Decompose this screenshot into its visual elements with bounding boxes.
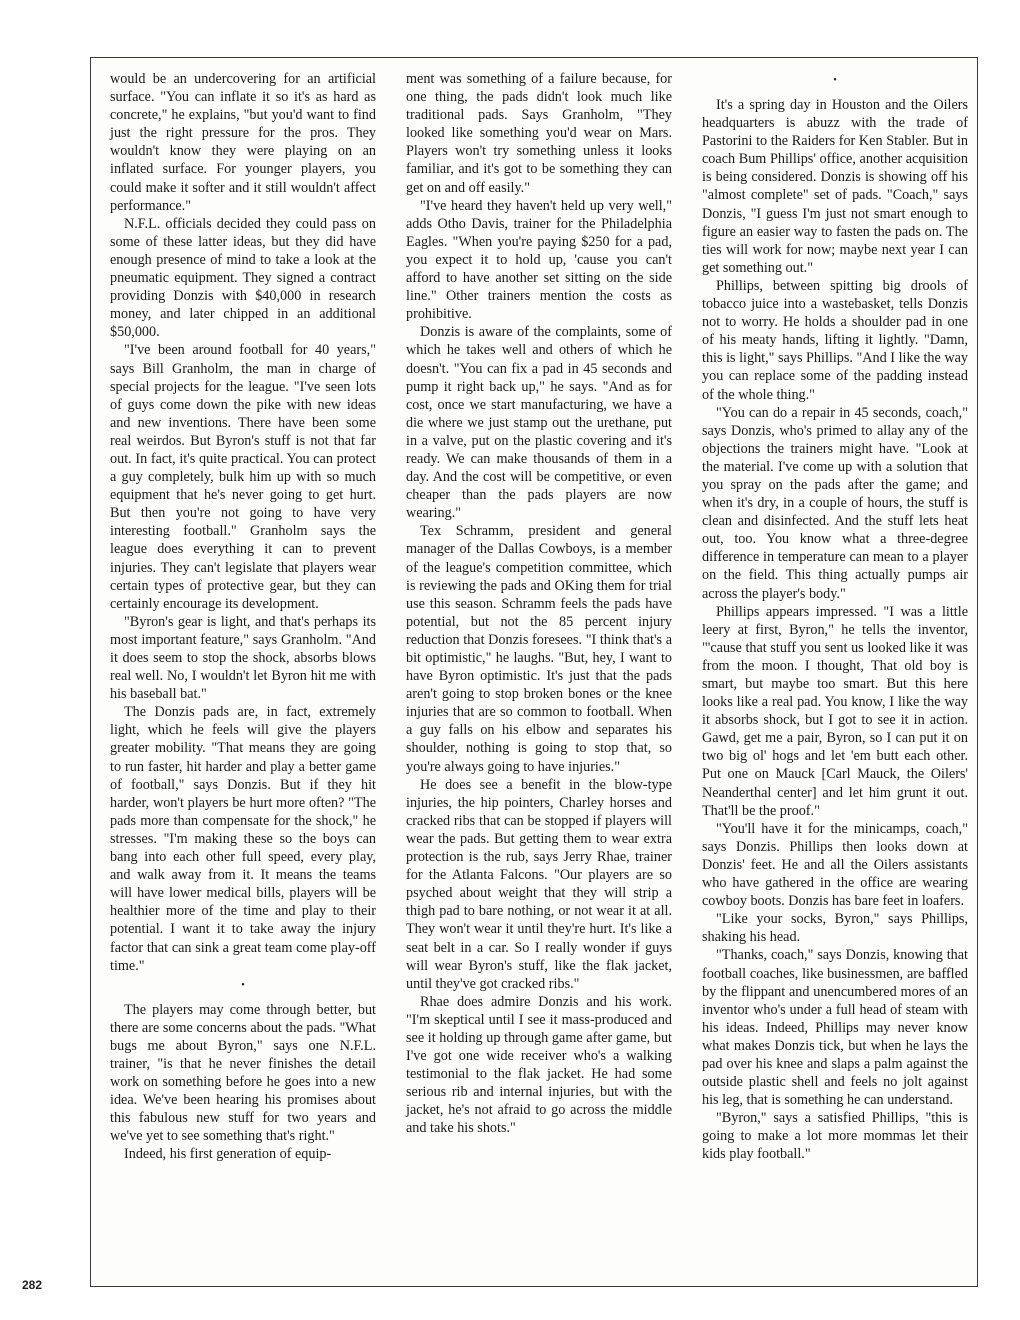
article-body [110,70,968,1280]
paragraph: "You can do a repair in 45 seconds, coach," says Donzis, who's primed to allay any of the objections the trainers might have. "Look at the material. I've come up with a solution that you spray on the pads after the game; and when it's dry, in a couple of hours, the stuff is clean and disinfected. And the stuff lets heat out, too. You know what a three-degree difference in temperature can mean to a player on the field. This thing actually pumps air across the player's body." [702,404,968,602]
paragraph: Tex Schramm, president and general manager of the Dallas Cowboys, is a member of the league's competition committee, which is reviewing the pads and OKing them for trial use this season. Schramm feels the pads have potential, but not the 85 percent injury reduction that Donzis foresees. "I think that's a bit optimistic," he laughs. "But, hey, I want to have Byron optimistic. It's just that the pads aren't going to stop broken bones or the knee injuries that are so common to football. When a guy falls on his elbow and separates his shoulder, nothing is going to stop that, so you're always going to have injuries." [406,523,672,775]
paragraph: ment was something of a failure because, for one thing, the pads didn't look much like traditional pads. Says Granholm, "They looked like something you'd wear on Mars. Players won't try something unless it looks familiar, and it's got to be something they can get on and off easily." [406,71,672,196]
paragraph: Phillips appears impressed. "I was a little leery at first, Byron," he tells the inventor, "'cause that stuff you sent us looked like it was from the moon. I thought, That old boy is smart, but maybe too smart. But this here looks like a real pad. You know, I like the way it absorbs shock, but I got to see it in action. Gawd, get me a pair, Byron, so I can put it on two big ol' hogs and let 'em butt each other. Put one on Mauck [Carl Mauck, the Oilers' Neanderthal center] and let him grunt it out. That'll be the proof." [702,603,968,819]
paragraph: Rhae does admire Donzis and his work. "I'm skeptical until I see it mass-produced and see it holding up through game after game, but I've got one wide receiver who's a walking testimonial to the flak jacket. He had some serious rib and internal injuries, but with the jacket, he's not afraid to go across the middle and take his shots." [406,993,672,1137]
paragraph: He does see a benefit in the blow-type injuries, the hip pointers, Charley horses and cracked ribs that can be stopped if players will wear the pads. But getting them to wear extra protection is the rub, says Jerry Rhae, trainer for the Atlanta Falcons. "Our players are so psyched about weight that they will strip a thigh pad to bare nothing, or not wear it at all. They won't wear it until they're hurt. It's like a seat belt in a car. So I really wonder if guys will wear Byron's stuff, like the flak jacket, until they've got cracked ribs." [406,776,672,992]
paragraph: Phillips, between spitting big drools of tobacco juice into a wastebasket, tells Donzis not to worry. He holds a shoulder pad in one of his meaty hands, lifting it lightly. "Damn, this is light," says Phillips. "And I like the way you can replace some of the padding instead of the whole thing." [702,277,968,403]
column-2 [406,70,672,1280]
paragraph: "I've heard they haven't held up very well," adds Otho Davis, trainer for the Philadelphia Eagles. "When you're paying $250 for a pad, you expect it to hold up, 'cause you can't afford to have another set sitting on the side line." Other trainers mention the costs as prohibitive. [406,197,672,323]
column-1 [110,70,376,1280]
paragraph: would be an undercovering for an artificial surface. "You can inflate it so it's as hard as concrete," he explains, "but you'd want to find just the right pressure for the pros. They wouldn't know they were playing on an inflated surface. For younger players, you could make it softer and it still wouldn't affect performance." [110,71,376,214]
paragraph: Indeed, his first generation of equip- [124,1146,332,1163]
column-3 [702,70,968,1280]
paragraph: "Thanks, coach," says Donzis, knowing that football coaches, like businessmen, are baffled by the flippant and unencumbered mores of an inventor who's under a full head of steam with his ideas. Indeed, Phillips may never know what makes Donzis tick, but when he lays the pad over his knee and slaps a palm against the outside plastic shell and feels no jolt against his leg, that is something he can understand. [702,947,968,1109]
paragraph: The Donzis pads are, in fact, extremely light, which he feels will give the players greater mobility. "That means they are going to run faster, hit harder and play a better game of football," says Donzis. But if they hit harder, won't players be hurt more often? "The pads more than compensate for the shock," he stresses. "I'm making these so the boys can bang into each other full speed, every play, and walk away from it. It means the teams will have lower medical bills, players will be healthier more of the time and play to their potential. I want it to take away the injury factor that can sink a great team come play-off time." [110,704,376,974]
paragraph: "I've been around football for 40 years," says Bill Granholm, the man in charge of special projects for the league. "I've seen lots of guys come down the pike with new ideas and new inventions. There have been some real weirdos. But Byron's stuff is not that far out. In fact, it's quite practical. You can protect a guy completely, bulk him up with so much equipment that he's never going to get hurt. But then you're not going to have very interesting football." Granholm says the league does everything it can to prevent injuries. They can't legislate that players wear certain types of protective gear, but they can certainly encourage its development. [110,342,376,612]
paragraph: "Byron," says a satisfied Phillips, "this is going to make a lot more mommas let their kids play football." [702,1110,968,1163]
section-separator: • [833,75,837,86]
paragraph: It's a spring day in Houston and the Oilers headquarters is abuzz with the trade of Pastorini to the Raiders for Ken Stabler. But in coach Bum Phillips' office, another acquisition is being considered. Donzis is showing off his "almost complete" set of pads. "Coach," says Donzis, "I guess I'm just not smart enough to figure an easier way to fasten the pads on. The ties will work for now; maybe next year I can get something out." [702,97,968,276]
page-number: 282 [22,1278,43,1292]
paragraph: "Byron's gear is light, and that's perhaps its most important feature," says Granholm. "And it does seem to stop the shock, absorbs blows real well. No, I wouldn't let Byron hit me with his baseball bat." [110,613,376,703]
section-separator: • [241,979,245,991]
paragraph: N.F.L. officials decided they could pass on some of these latter ideas, but they did have enough presence of mind to take a look at the pneumatic equipment. They signed a contract providing Donzis with $40,000 in research money, and later chipped in an additional $50,000. [110,215,376,341]
paragraph: "Like your socks, Byron," says Phillips, shaking his head. [702,911,968,946]
paragraph: "You'll have it for the minicamps, coach," says Donzis. Phillips then looks down at Donzis' feet. He and all the Oilers assistants who have gathered in the office are wearing cowboy boots. Donzis has bare feet in loafers. [702,820,968,910]
paragraph: Donzis is aware of the complaints, some of which he takes well and others of which he doesn't. "You can fix a pad in 45 seconds and pump it right back up," he says. "And as for cost, once we start manufacturing, we have a die where we just stamp out the urethane, put in a valve, put on the plastic covering and it's ready. We can make thousands of them in a day. And the cost will be competitive, or even cheaper than the pads players are now wearing." [406,324,672,522]
paragraph: The players may come through better, but there are some concerns about the pads. "What bugs me about Byron," says one N.F.L. trainer, "is that he never finishes the detail work on something before he goes into a new idea. We've been hearing his promises about this fabulous new stuff for two years and we've yet to see something that's right." [110,1001,376,1145]
